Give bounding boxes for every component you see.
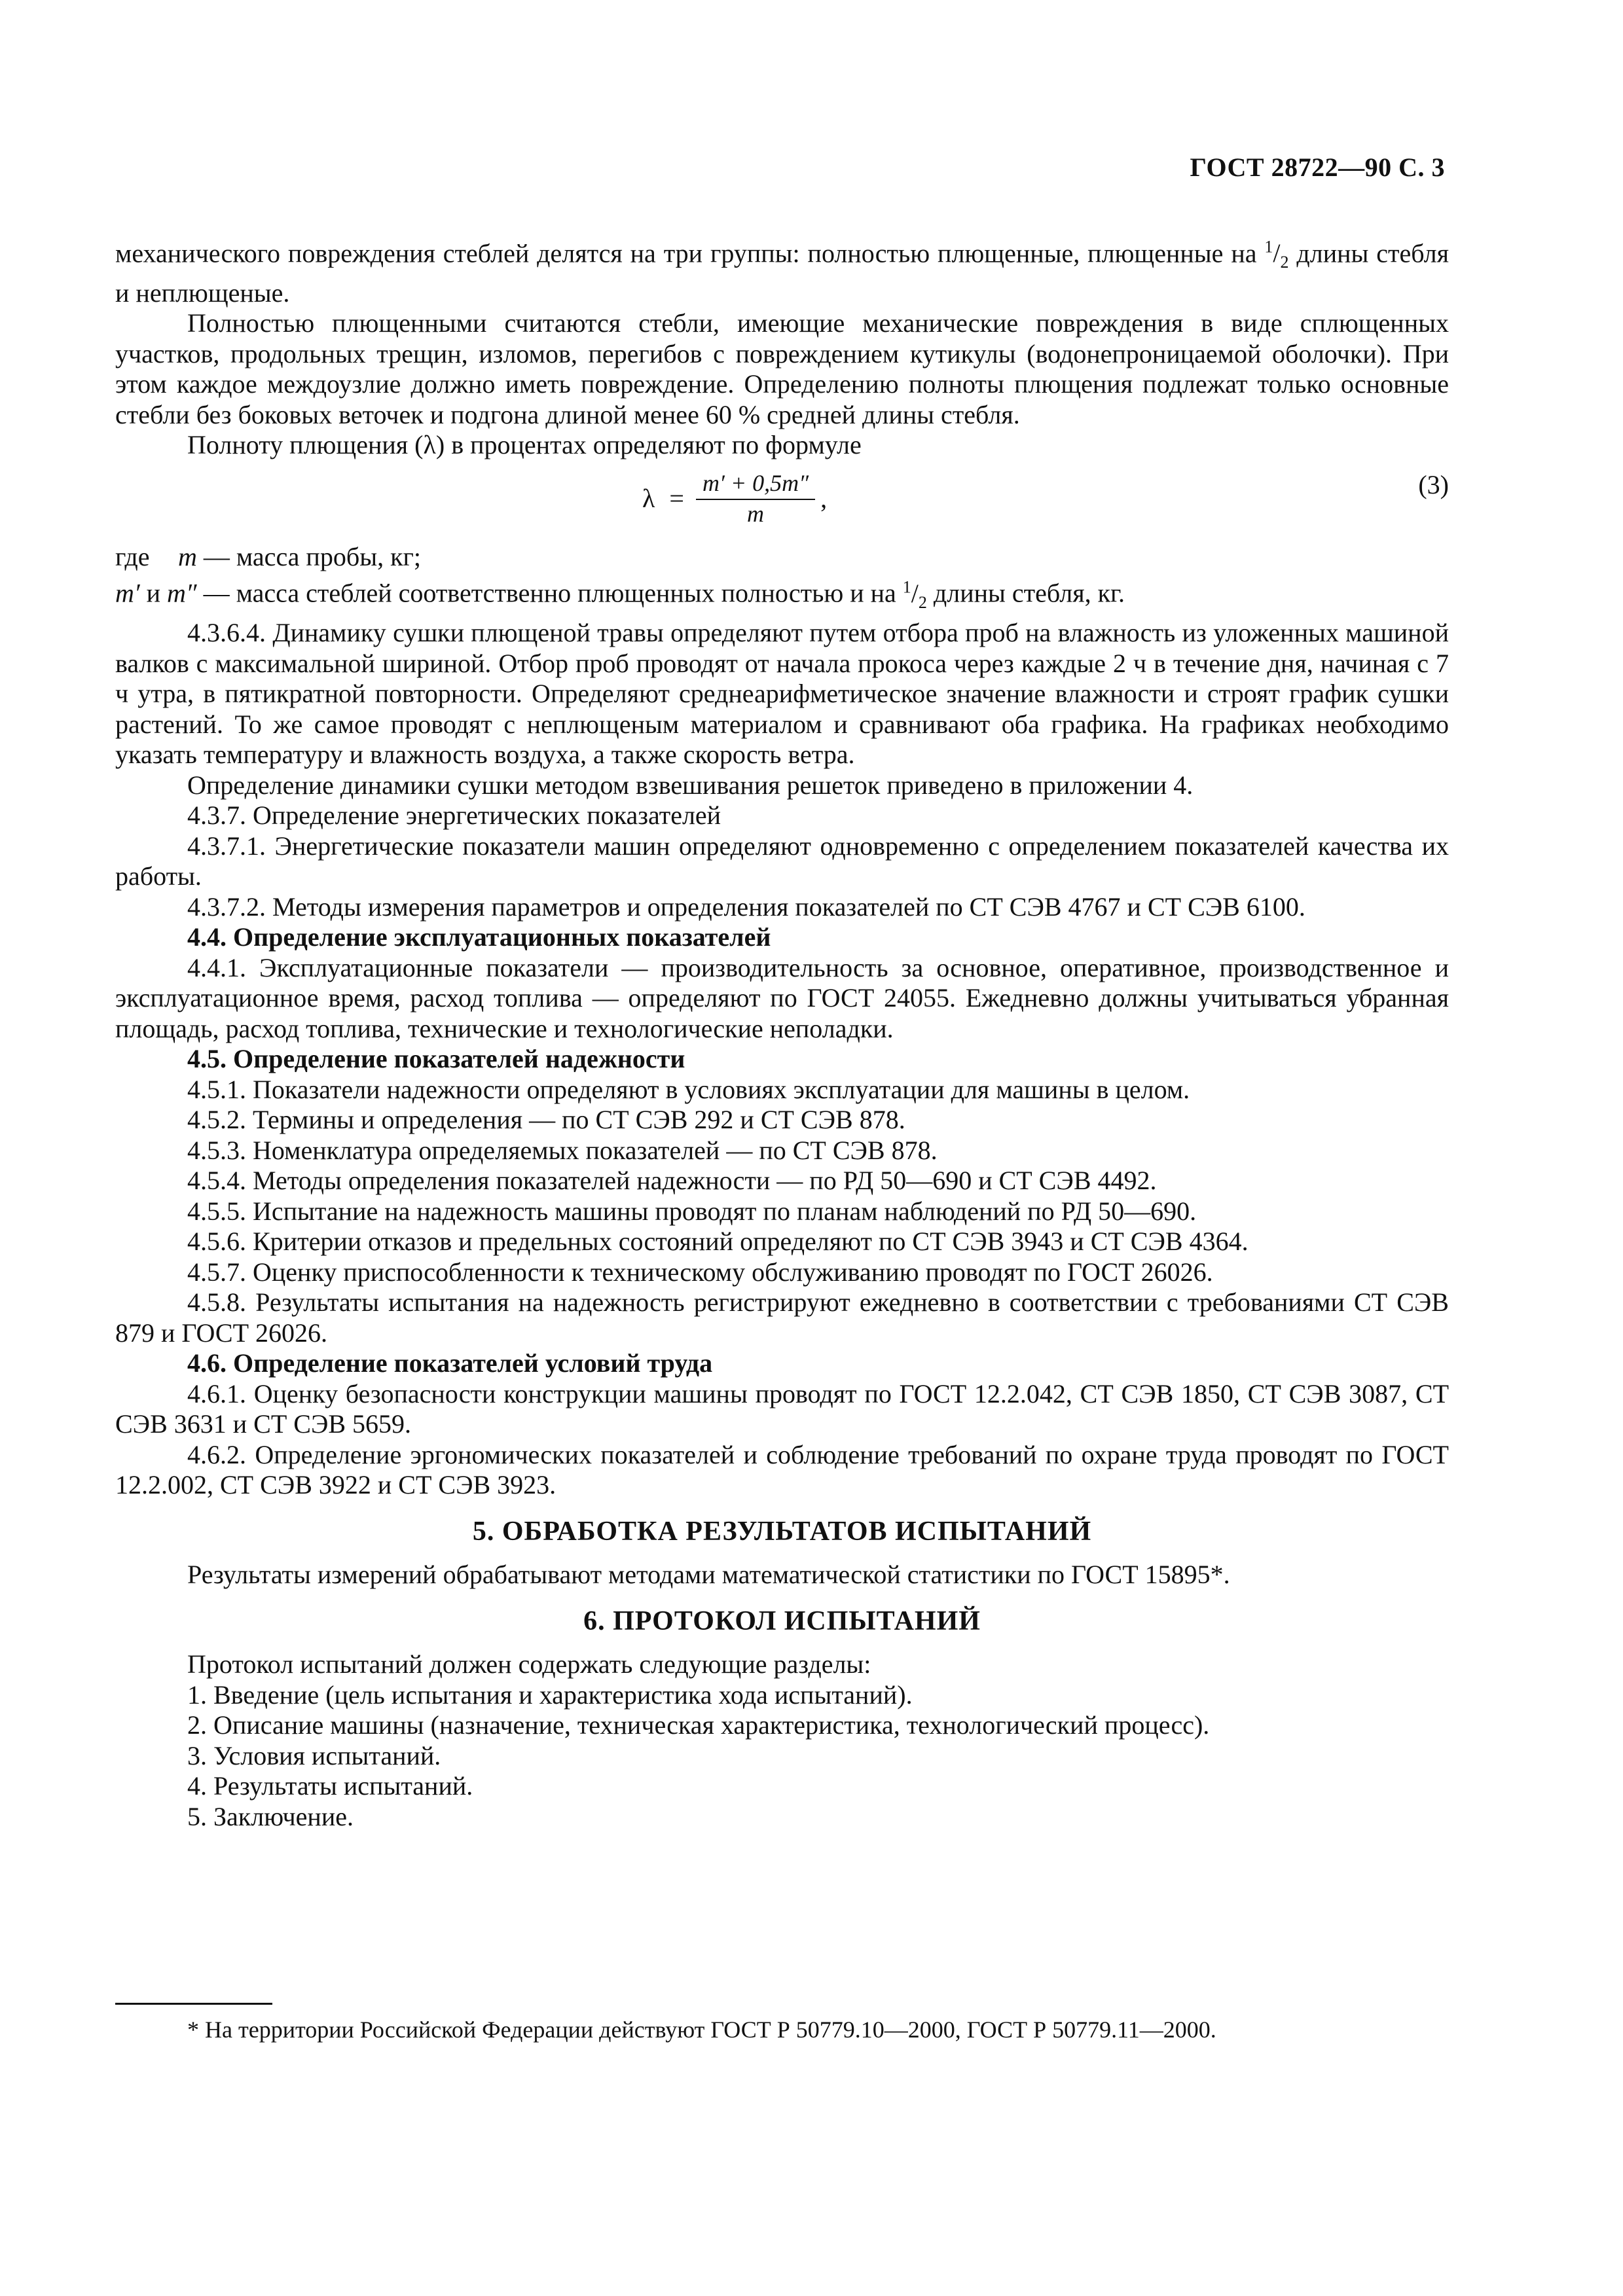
- formula-expression: λ = $\frac{m' + 0,5m''}{m}$ ,: [642, 469, 828, 527]
- footnote-divider: [115, 2003, 272, 2005]
- paragraph-4-6-2: 4.6.2. Определение эргономических показателей и соблюдение требований по охране труда проводят по ГОСТ 12.2.002, СТ СЭВ 3922 и СТ СЭВ 3923.: [115, 1439, 1449, 1500]
- formula-number: (3): [1418, 469, 1449, 499]
- section-6-intro: Протокол испытаний должен содержать следующие разделы:: [187, 1649, 871, 1679]
- where-m: где m — масса пробы, кг;: [115, 541, 422, 571]
- paragraph-4-3-7-2: 4.3.7.2. Методы измерения параметров и определения показателей по СТ СЭВ 4767 и СТ СЭВ 6100.: [187, 891, 1305, 922]
- paragraph-4-6-1: 4.6.1. Оценку безопасности конструкции машины проводят по ГОСТ 12.2.042, СТ СЭВ 1850, СТ СЭВ 3087, СТ СЭВ 3631 и СТ СЭВ 5659.: [115, 1378, 1449, 1439]
- section-5-text: Результаты измерений обрабатывают методами математической статистики по ГОСТ 15895*.: [187, 1560, 1230, 1590]
- paragraph-formula-intro: Полноту плющения (λ) в процентах определяют по формуле: [187, 430, 862, 460]
- document-body: [115, 232, 1449, 1832]
- paragraph-4-5-3: 4.5.3. Номенклатура определяемых показателей — по СТ СЭВ 878.: [187, 1135, 938, 1165]
- paragraph-4-5-6: 4.5.6. Критерии отказов и предельных состояний определяют по СТ СЭВ 3943 и СТ СЭВ 4364.: [187, 1227, 1249, 1257]
- formula-lambda: λ: [642, 483, 655, 513]
- formula-numerator: m′ + 0,5m″: [696, 470, 815, 500]
- paragraph-4-3-7: 4.3.7. Определение энергетических показателей: [187, 800, 721, 831]
- formula-fraction: [696, 470, 815, 528]
- paragraph-groups: [115, 232, 1449, 308]
- list-item: 1. Введение (цель испытания и характеристика хода испытаний).: [187, 1679, 913, 1710]
- paragraph-text: длины стебля и неплющеные.: [115, 238, 1450, 308]
- page-header: ГОСТ 28722—90 С. 3: [1190, 152, 1445, 182]
- paragraph-4-5-5: 4.5.5. Испытание на надежность машины проводят по планам наблюдений по РД 50—690.: [187, 1196, 1197, 1226]
- formula-denominator: m: [747, 500, 765, 527]
- heading-4-5: 4.5. Определение показателей надежности: [187, 1044, 685, 1074]
- formula-equals: =: [669, 483, 684, 513]
- list-item: 5. Заключение.: [187, 1801, 354, 1831]
- paragraph-4-5-1: 4.5.1. Показатели надежности определяют в условиях эксплуатации для машины в целом.: [187, 1074, 1190, 1104]
- paragraph-4-5-4: 4.5.4. Методы определения показателей надежности — по РД 50—690 и СТ СЭВ 4492.: [187, 1166, 1157, 1196]
- list-item: 3. Условия испытаний.: [187, 1740, 441, 1770]
- where-m-prime: m′ и m″ — масса стеблей соответственно плющенных полностью и на $^1/_2$ длины стебля, кг.: [115, 577, 1125, 612]
- footnote: * На территории Российской Федерации действуют ГОСТ Р 50779.10—2000, ГОСТ Р 50779.11—2000.: [187, 2017, 1216, 2043]
- heading-4-4: 4.4. Определение эксплуатационных показателей: [187, 922, 771, 952]
- fraction-half: $^1/_2$: [902, 577, 927, 612]
- where-label: где: [115, 541, 150, 571]
- paragraph-4-5-8: 4.5.8. Результаты испытания на надежность регистрируют ежедневно в соответствии с требованиями СТ СЭВ 879 и ГОСТ 26026.: [115, 1287, 1449, 1348]
- section-5-title: 5. ОБРАБОТКА РЕЗУЛЬТАТОВ ИСПЫТАНИЙ: [472, 1516, 1092, 1547]
- paragraph-4-3-6-4: 4.3.6.4. Динамику сушки плющеной травы определяют путем отбора проб на влажность из уложенных машиной валков с максимальной шириной. Отбор проб проводят от начала прокоса через каждые 2 ч в течение дня, начиная с 7 ч утра, в пятикратной повторности. Определяют среднеарифметическое значение влажности и строят график сушки растений. То же самое проводят с неплющеным материалом и сравнивают оба графика. На графиках необходимо указать температуру и влажность воздуха, а также скорость ветра.: [115, 618, 1449, 770]
- paragraph-4-5-2: 4.5.2. Термины и определения — по СТ СЭВ 292 и СТ СЭВ 878.: [187, 1105, 905, 1135]
- formula-3: [115, 465, 1449, 533]
- paragraph-4-3-7-1: 4.3.7.1. Энергетические показатели машин определяют одновременно с определением показателей качества их работы.: [115, 831, 1449, 891]
- paragraph-text: механического повреждения стеблей делятся на три группы: полностью плющенные, плющенные на: [115, 238, 1265, 268]
- paragraph-4-5-7: 4.5.7. Оценку приспособленности к техническому обслуживанию проводят по ГОСТ 26026.: [187, 1257, 1213, 1287]
- heading-4-6: 4.6. Определение показателей условий труда: [187, 1348, 713, 1378]
- paragraph-flattened-stems: Полностью плющенными считаются стебли, имеющие механические повреждения в виде сплющенных участков, продольных трещин, изломов, перегибов с повреждением кутикулы (водонепроницаемой оболочки). При этом каждое междоузлие должно иметь повреждение. Определению полноты плющения подлежат только основные стебли без боковых веточек и подгона длиной менее 60 % средней длины стебля.: [115, 308, 1449, 429]
- section-6-title: 6. ПРОТОКОЛ ИСПЫТАНИЙ: [583, 1605, 981, 1636]
- fraction-half: $^1/_2$: [1264, 238, 1289, 272]
- list-item: 4. Результаты испытаний.: [187, 1771, 473, 1801]
- list-item: 2. Описание машины (назначение, техническая характеристика, технологический процесс).: [187, 1710, 1210, 1740]
- paragraph-drying-dynamics: Определение динамики сушки методом взвешивания решеток приведено в приложении 4.: [187, 770, 1194, 800]
- paragraph-4-4-1: 4.4.1. Эксплуатационные показатели — производительность за основное, оперативное, производственное и эксплуатационное время, расход топлива — определяют по ГОСТ 24055. Ежедневно должны учитываться убранная площадь, расход топлива, технические и технологические неполадки.: [115, 952, 1449, 1043]
